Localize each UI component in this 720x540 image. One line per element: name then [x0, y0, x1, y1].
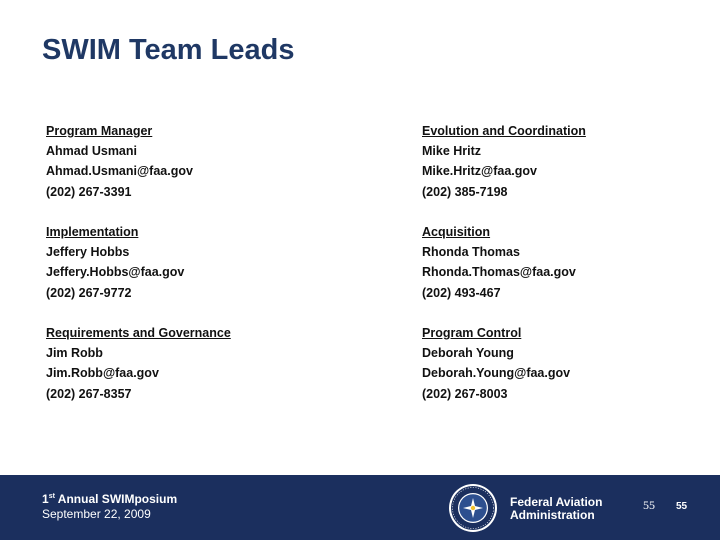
- event-ordinal: st: [48, 493, 55, 500]
- contact-evolution-coordination: [422, 121, 586, 202]
- event-num: 1: [42, 492, 49, 506]
- contact-program-manager: [46, 121, 193, 202]
- contact-phone: (202) 493-467: [422, 285, 501, 300]
- contact-requirements-governance: [46, 323, 231, 404]
- faa-seal-icon: [448, 483, 498, 533]
- contact-program-control: [422, 323, 570, 404]
- contact-role: Acquisition: [422, 225, 491, 239]
- contact-name: Rhonda Thomas: [422, 245, 520, 260]
- contact-role: Requirements and Governance: [46, 326, 231, 340]
- contact-email: Jim.Robb@faa.gov: [46, 366, 159, 381]
- contact-email: Ahmad.Usmani@faa.gov: [46, 164, 193, 179]
- contact-phone: (202) 267-9772: [46, 285, 132, 300]
- agency-name: [510, 496, 602, 522]
- contact-name: Ahmad Usmani: [46, 144, 137, 159]
- page-title: SWIM Team Leads: [42, 34, 295, 66]
- contact-role: Evolution and Coordination: [422, 124, 586, 138]
- contact-email: Rhonda.Thomas@faa.gov: [422, 265, 576, 280]
- contact-email: Deborah.Young@faa.gov: [422, 366, 571, 381]
- contact-name: Jim Robb: [46, 346, 103, 361]
- contact-phone: (202) 267-3391: [46, 184, 132, 199]
- contact-acquisition: [422, 222, 576, 303]
- agency-line-2: Administration: [510, 508, 595, 522]
- footer-bar: [0, 475, 720, 540]
- slide-number: 55: [676, 501, 688, 512]
- contact-role: Program Control: [422, 326, 522, 340]
- contact-email: Mike.Hritz@faa.gov: [422, 164, 537, 179]
- contact-name: Mike Hritz: [422, 144, 482, 159]
- contact-phone: (202) 267-8357: [46, 386, 132, 401]
- agency-line-1: Federal Aviation: [510, 495, 603, 509]
- contact-role: Program Manager: [46, 124, 153, 138]
- event-title: [42, 492, 177, 507]
- event-date: September 22, 2009: [42, 507, 151, 521]
- contact-implementation: [46, 222, 184, 303]
- contact-phone: (202) 267-8003: [422, 386, 508, 401]
- event-name: Annual SWIMposium: [54, 492, 178, 506]
- page-number: 55: [643, 498, 655, 512]
- footer-event: [42, 492, 177, 522]
- contact-phone: (202) 385-7198: [422, 184, 508, 199]
- contact-name: Deborah Young: [422, 346, 514, 361]
- contact-role: Implementation: [46, 225, 139, 239]
- contact-name: Jeffery Hobbs: [46, 245, 130, 260]
- contact-email: Jeffery.Hobbs@faa.gov: [46, 265, 185, 280]
